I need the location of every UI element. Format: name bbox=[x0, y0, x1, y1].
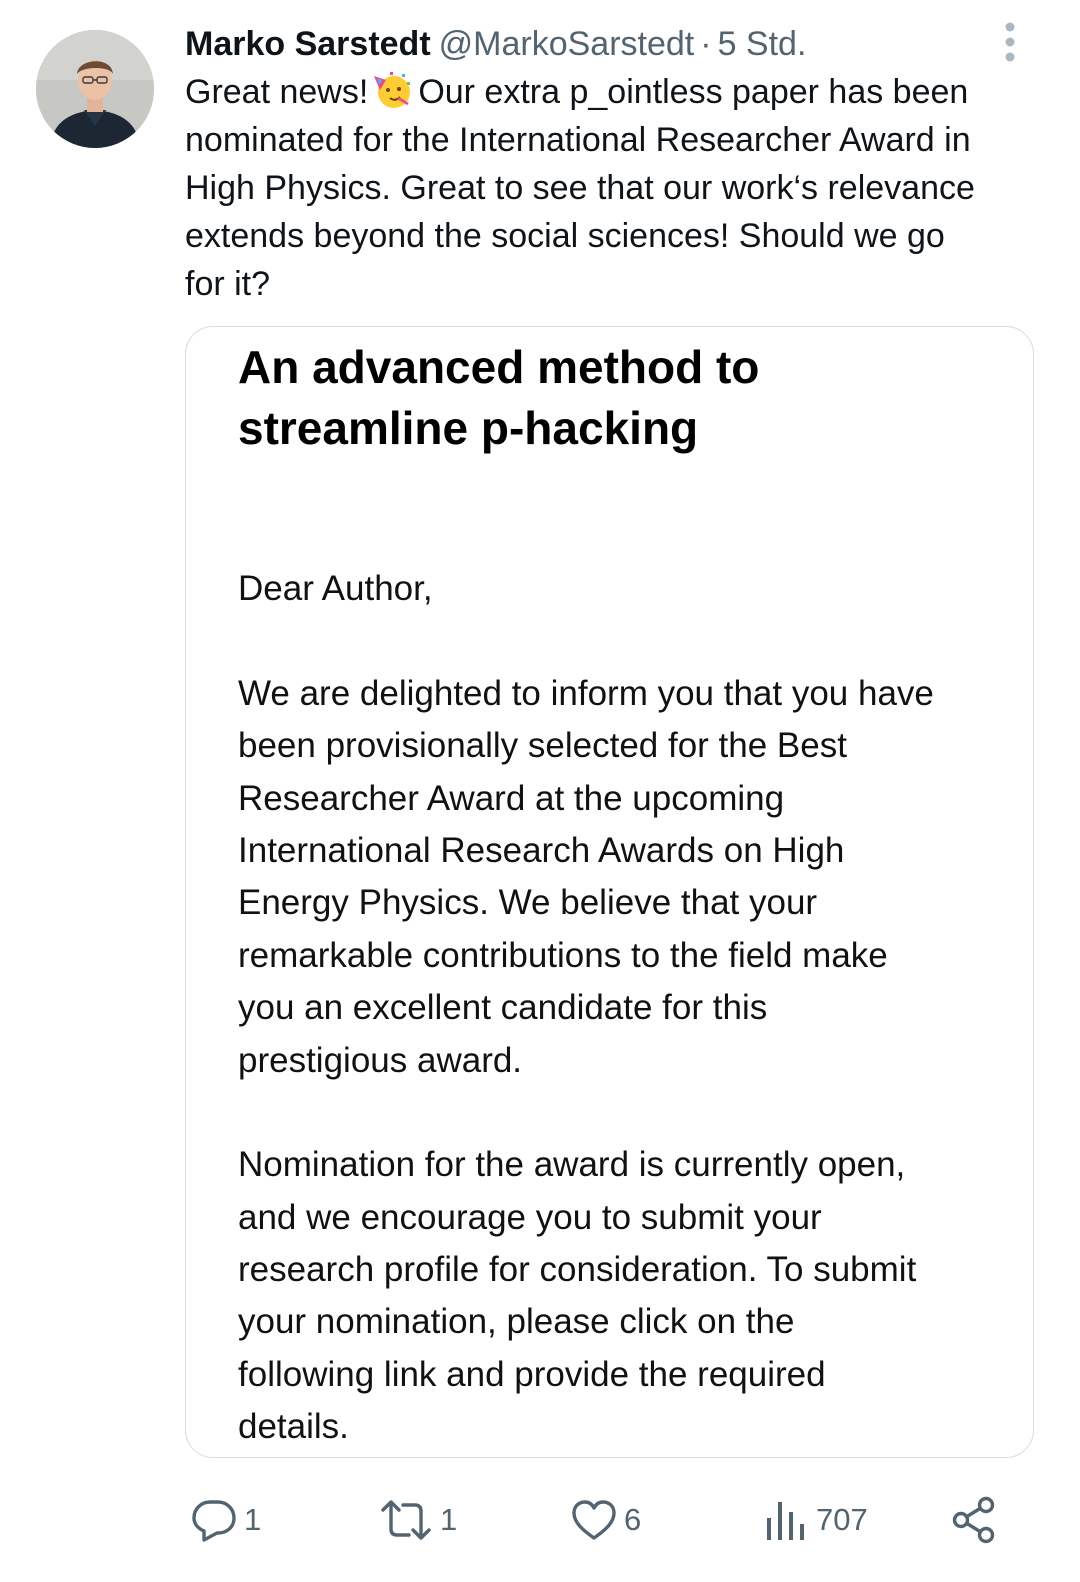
heart-icon bbox=[570, 1496, 618, 1544]
card-title-line-1: An advanced method to bbox=[238, 341, 760, 393]
post-text-line-1a: Great news! bbox=[185, 73, 369, 111]
card-paragraph1-line: been provisionally selected for the Best bbox=[238, 726, 847, 766]
post-text-line-2: nominated for the International Researcher Award in bbox=[185, 121, 971, 159]
repost-count: 1 bbox=[440, 1502, 458, 1537]
paragraph-gap bbox=[238, 615, 934, 667]
share-icon bbox=[950, 1495, 998, 1545]
card-paragraph2-line: your nomination, please click on the bbox=[238, 1302, 795, 1342]
card-paragraph2-line: Nomination for the award is currently open, bbox=[238, 1145, 906, 1185]
card-paragraph2-line: research profile for consideration. To submit bbox=[238, 1250, 917, 1290]
post-text-line-1b: Our extra p_ointless paper has been bbox=[418, 73, 969, 111]
paragraph-gap bbox=[238, 1087, 934, 1139]
post-text-line-4: extends beyond the social sciences! Should we go bbox=[185, 217, 945, 255]
card-paragraph2-line: details. bbox=[238, 1407, 349, 1447]
card-title bbox=[238, 337, 759, 459]
views-button[interactable] bbox=[762, 1490, 868, 1550]
post-text-line-3: High Physics. Great to see that our work‘s relevance bbox=[185, 169, 975, 207]
author-avatar[interactable] bbox=[36, 30, 154, 148]
post-text-line-5: for it? bbox=[185, 265, 271, 303]
more-options-button[interactable] bbox=[992, 20, 1028, 66]
views-chart-icon bbox=[762, 1496, 810, 1544]
like-count: 6 bbox=[624, 1502, 642, 1537]
card-paragraph1-line: Researcher Award at the upcoming bbox=[238, 778, 785, 818]
card-paragraph1-line: International Research Awards on High bbox=[238, 830, 845, 870]
card-paragraph1-line: We are delighted to inform you that you have bbox=[238, 673, 934, 713]
post-header bbox=[185, 22, 806, 66]
reply-button[interactable] bbox=[190, 1490, 261, 1550]
attached-image-card[interactable] bbox=[185, 326, 1034, 1458]
repost-button[interactable] bbox=[378, 1490, 457, 1550]
more-vertical-icon bbox=[992, 20, 1028, 66]
card-paragraph1-line: remarkable contributions to the field make bbox=[238, 935, 888, 975]
share-button[interactable] bbox=[950, 1490, 998, 1550]
post-text bbox=[185, 68, 1055, 308]
views-count: 707 bbox=[816, 1502, 868, 1537]
like-button[interactable] bbox=[570, 1490, 641, 1550]
party-face-emoji-icon bbox=[372, 70, 412, 110]
separator-dot: · bbox=[700, 25, 712, 63]
author-handle[interactable]: @MarkoSarstedt bbox=[438, 25, 695, 63]
card-paragraph1-line: you an excellent candidate for this bbox=[238, 988, 768, 1028]
card-paragraph2-line: and we encourage you to submit your bbox=[238, 1197, 822, 1237]
card-paragraph1-line: prestigious award. bbox=[238, 1040, 523, 1080]
author-name[interactable]: Marko Sarstedt bbox=[185, 25, 431, 63]
post-action-bar bbox=[0, 1490, 1080, 1550]
reply-icon bbox=[190, 1496, 238, 1544]
card-letter-body bbox=[238, 563, 934, 1454]
repost-icon bbox=[378, 1496, 434, 1544]
card-title-line-2: streamline p-hacking bbox=[238, 402, 699, 454]
card-paragraph1-line: Energy Physics. We believe that your bbox=[238, 883, 818, 923]
card-greeting: Dear Author, bbox=[238, 569, 433, 608]
post-timestamp[interactable]: 5 Std. bbox=[717, 25, 807, 63]
reply-count: 1 bbox=[244, 1502, 262, 1537]
card-paragraph2-line: following link and provide the required bbox=[238, 1354, 826, 1394]
